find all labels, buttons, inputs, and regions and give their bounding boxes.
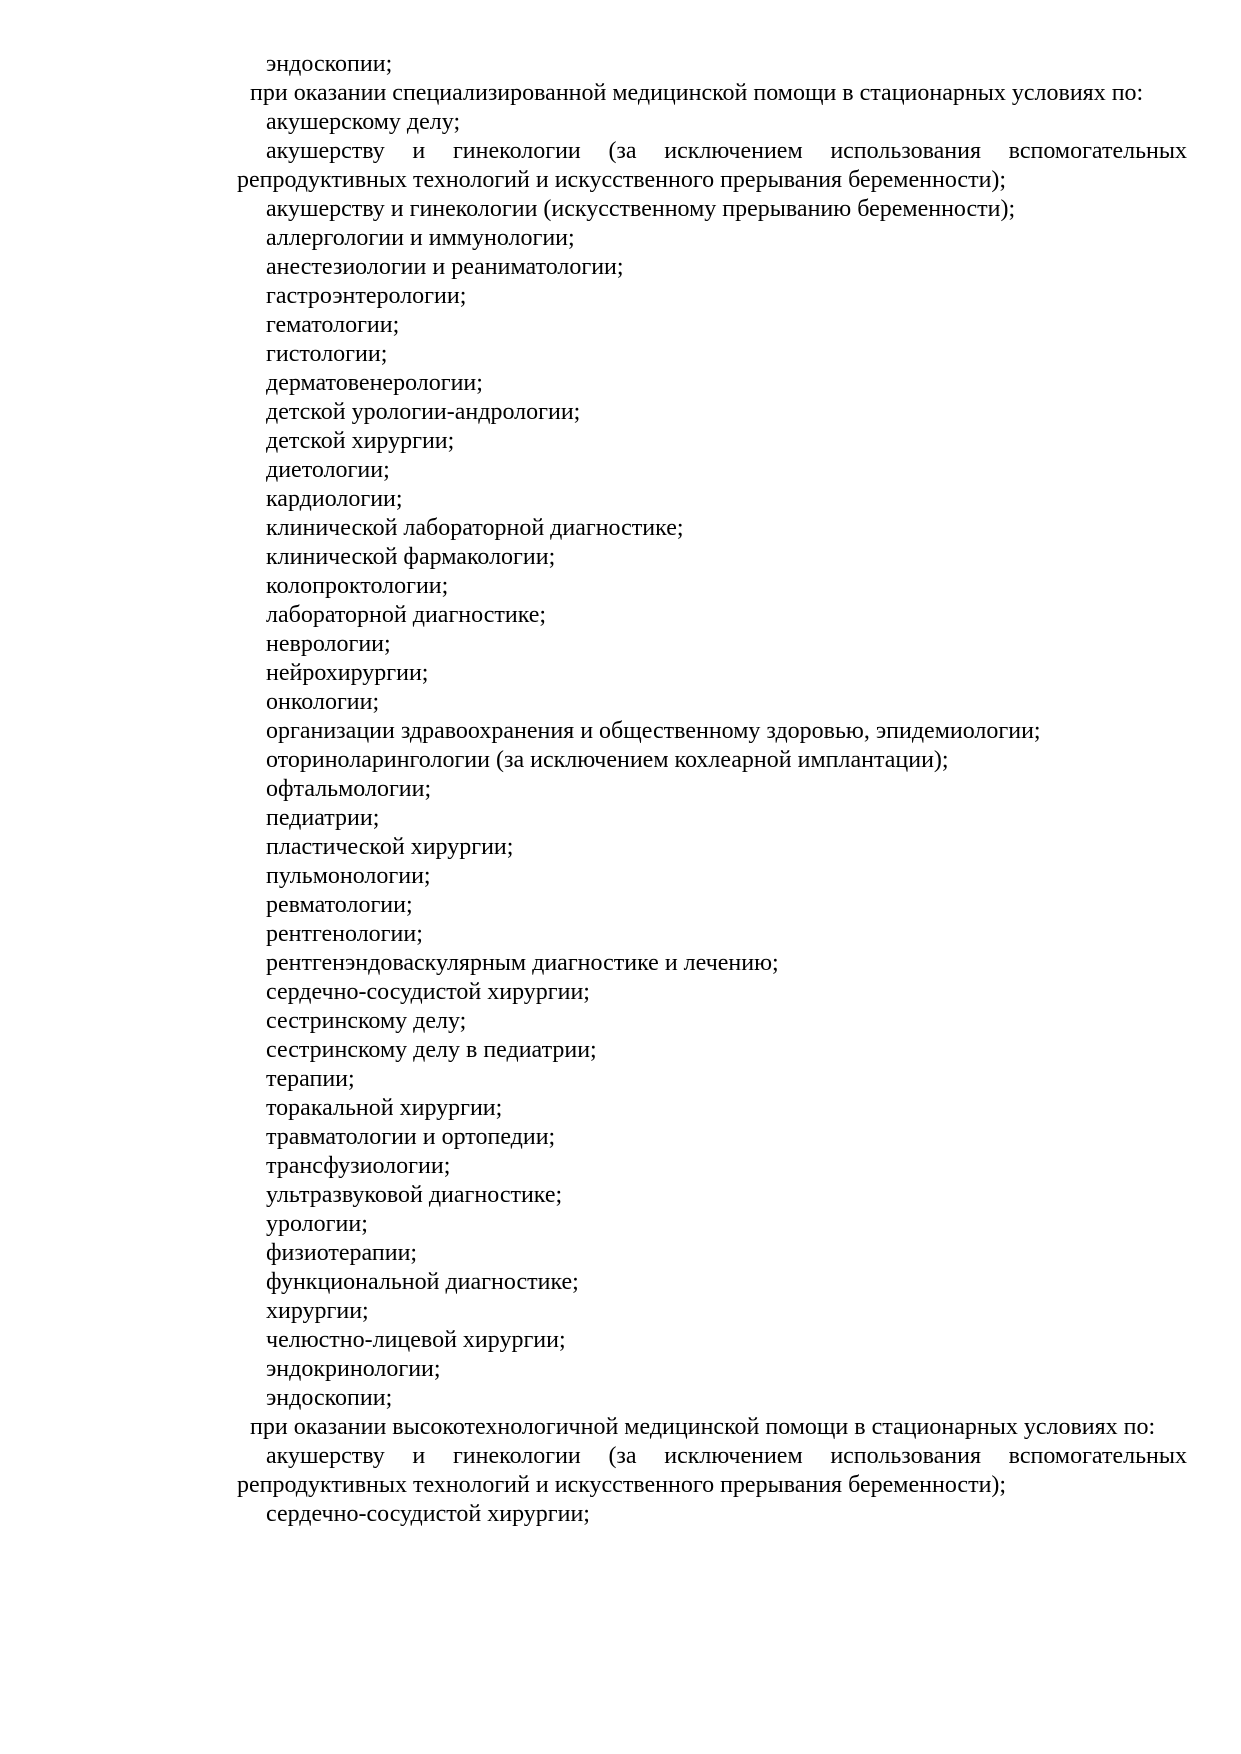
specialty-item: челюстно-лицевой хирургии; [266, 1327, 566, 1353]
specialty-item: эндоскопии; [266, 1385, 393, 1411]
specialty-item: урологии; [266, 1211, 368, 1237]
specialty-item: нейрохирургии; [266, 660, 429, 686]
specialty-item: офтальмологии; [266, 776, 432, 802]
specialty-item: гистологии; [266, 341, 388, 367]
specialty-item: сердечно-сосудистой хирургии; [266, 979, 590, 1005]
specialty-item: клинической лабораторной диагностике; [266, 515, 684, 541]
specialty-item: эндокринологии; [266, 1356, 441, 1382]
specialty-item: эндоскопии; [266, 51, 393, 77]
specialty-item: сестринскому делу; [266, 1008, 467, 1034]
specialty-item: рентгенэндоваскулярным диагностике и лечению; [266, 950, 779, 976]
specialty-item: пульмонологии; [266, 863, 431, 889]
specialty-item: травматологии и ортопедии; [266, 1124, 556, 1150]
specialty-item: торакальной хирургии; [266, 1095, 503, 1121]
specialty-item: гастроэнтерологии; [266, 283, 467, 309]
specialty-item: акушерству и гинекологии (за исключением использования вспомогательных репродуктивных технологий и искусственного прерывания беременности); [237, 1443, 1187, 1498]
specialty-item: лабораторной диагностике; [266, 602, 547, 628]
specialty-item: сестринскому делу в педиатрии; [266, 1037, 597, 1063]
specialty-item: хирургии; [266, 1298, 369, 1324]
specialty-item: дерматовенерологии; [266, 370, 483, 396]
specialty-item: колопроктологии; [266, 573, 449, 599]
specialty-item: акушерскому делу; [266, 109, 461, 135]
specialty-item: акушерству и гинекологии (искусственному прерыванию беременности); [266, 196, 1016, 222]
specialty-item: организации здравоохранения и общественному здоровью, эпидемиологии; [266, 718, 1041, 744]
specialty-item: клинической фармакологии; [266, 544, 556, 570]
specialty-item: гематологии; [266, 312, 400, 338]
section-heading: при оказании специализированной медицинской помощи в стационарных условиях по: [250, 80, 1144, 106]
specialty-item: акушерству и гинекологии (за исключением использования вспомогательных репродуктивных технологий и искусственного прерывания беременности); [237, 138, 1187, 193]
specialty-item: детской урологии-андрологии; [266, 399, 581, 425]
specialty-item: функциональной диагностике; [266, 1269, 579, 1295]
section-heading: при оказании высокотехнологичной медицинской помощи в стационарных условиях по: [250, 1414, 1156, 1440]
specialty-item: диетологии; [266, 457, 390, 483]
specialty-item: ультразвуковой диагностике; [266, 1182, 563, 1208]
specialty-item: аллергологии и иммунологии; [266, 225, 575, 251]
specialty-item: анестезиологии и реаниматологии; [266, 254, 624, 280]
specialty-item: педиатрии; [266, 805, 380, 831]
specialty-item: рентгенологии; [266, 921, 423, 947]
specialty-item: физиотерапии; [266, 1240, 418, 1266]
specialty-item: сердечно-сосудистой хирургии; [266, 1501, 590, 1527]
specialty-item: кардиологии; [266, 486, 403, 512]
specialty-item: пластической хирургии; [266, 834, 514, 860]
document-page [237, 50, 1187, 1529]
specialty-item: детской хирургии; [266, 428, 455, 454]
specialty-item: оториноларингологии (за исключением кохлеарной имплантации); [266, 747, 949, 773]
specialty-item: терапии; [266, 1066, 355, 1092]
specialty-item: ревматологии; [266, 892, 413, 918]
specialty-item: неврологии; [266, 631, 391, 657]
specialty-item: трансфузиологии; [266, 1153, 451, 1179]
specialty-item: онкологии; [266, 689, 380, 715]
